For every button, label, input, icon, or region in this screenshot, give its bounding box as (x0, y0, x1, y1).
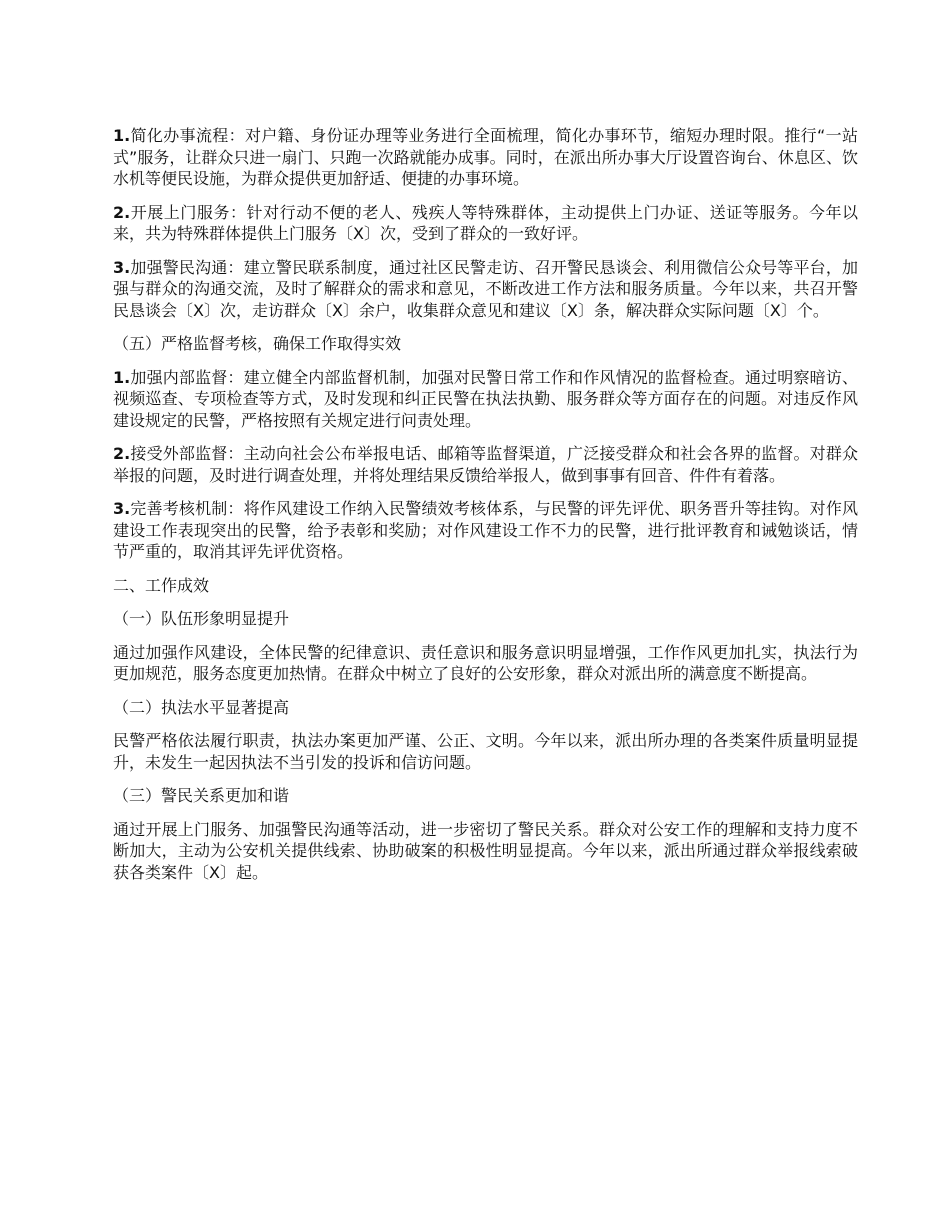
section-heading-enforcement: （二）执法水平显著提高 (113, 697, 290, 717)
document-page (113, 125, 858, 895)
item-text: 接受外部监督：主动向社会公布举报电话、邮箱等监督渠道，广泛接受群众和社会各界的监督。对群众举报的问题，及时进行调查处理，并将处理结果反馈给举报人，做到事事有回音、件件有着落。 (113, 444, 858, 485)
item-text: 加强内部监督：建立健全内部监督机制，加强对民警日常工作和作风情况的监督检查。通过明察暗访、视频巡查、专项检查等方式，及时发现和纠正民警在执法执勤、服务群众等方面存在的问题。对违反作风建设规定的民警，严格按照有关规定进行问责处理。 (113, 367, 858, 430)
item-text: 开展上门服务：针对行动不便的老人、残疾人等特殊群体，主动提供上门办证、送证等服务。今年以来，共为特殊群体提供上门服务〔X〕次，受到了群众的一致好评。 (113, 202, 858, 243)
section-heading-relations: （三）警民关系更加和谐 (113, 786, 290, 805)
paragraph-enforcement: 民警严格依法履行职责，执法办案更加严谨、公正、文明。今年以来，派出所办理的各类案件质量明显提升，未发生一起因执法不当引发的投诉和信访问题。 (113, 731, 858, 772)
paragraph-image: 通过加强作风建设，全体民警的纪律意识、责任意识和服务意识明显增强，工作作风更加扎实，执法行为更加规范，服务态度更加热情。在群众中树立了良好的公安形象，群众对派出所的满意度不断提高。 (113, 642, 858, 683)
item-number: 1. (113, 367, 131, 387)
item-text: 完善考核机制：将作风建设工作纳入民警绩效考核体系，与民警的评先评优、职务晋升等挂钩。对作风建设工作表现突出的民警，给予表彰和奖励；对作风建设工作不力的民警，进行批评教育和诫勉谈话，情节严重的，取消其评先评优资格。 (113, 499, 858, 561)
item-number: 1. (113, 126, 131, 145)
item-number: 3. (113, 257, 131, 277)
item-police-communication (113, 257, 858, 322)
item-door-service (113, 202, 858, 245)
item-external-supervision (113, 443, 858, 486)
section-heading-supervision: （五）严格监督考核，确保工作取得实效 (113, 334, 402, 353)
item-text: 加强警民沟通：建立警民联系制度，通过社区民警走访、召开警民恳谈会、利用微信公众号等平台，加强与群众的沟通交流，及时了解群众的需求和意见，不断改进工作方法和服务质量。今年以来，共召开警民恳谈会〔X〕次，走访群众〔X〕余户，收集群众意见和建议〔X〕条，解决群众实际问题〔X〕个。 (113, 257, 858, 320)
chapter-heading-results: 二、工作成效 (113, 575, 210, 595)
item-text: 简化办事流程：对户籍、身份证办理等业务进行全面梳理，简化办事环节，缩短办理时限。推行“一站式”服务，让群众只进一扇门、只跑一次路就能办成事。同时，在派出所办事大厅设置咨询台、休息区、饮水机等便民设施，为群众提供更加舒适、便捷的办事环境。 (113, 126, 858, 188)
item-simplify-process (113, 125, 858, 190)
item-number: 2. (113, 444, 131, 463)
item-internal-supervision (113, 367, 858, 432)
section-heading-image: （一）队伍形象明显提升 (113, 609, 290, 628)
item-number: 2. (113, 202, 131, 222)
item-number: 3. (113, 499, 131, 518)
paragraph-relations: 通过开展上门服务、加强警民沟通等活动，进一步密切了警民关系。群众对公安工作的理解和支持力度不断加大，主动为公安机关提供线索、协助破案的积极性明显提高。今年以来，派出所通过群众举报线索破获各类案件〔X〕起。 (113, 819, 858, 882)
item-assessment-mechanism (113, 498, 858, 563)
